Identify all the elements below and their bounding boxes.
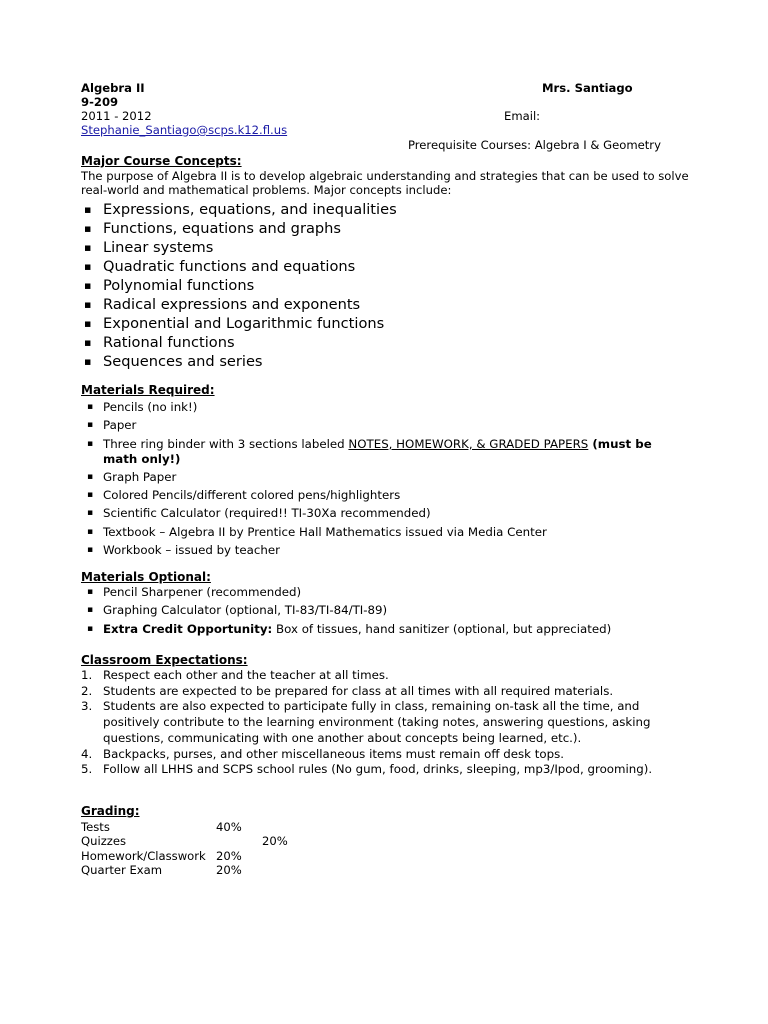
item-text: Students are expected to be prepared for class at all times with all required materials. <box>103 683 614 698</box>
binder-note: (must be math only!) <box>103 436 652 466</box>
list-item: ▪ Pencil Sharpener (recommended) <box>81 585 691 600</box>
list-item: ▪ Quadratic functions and equations <box>81 257 691 276</box>
materials-optional-heading: Materials Optional: <box>81 570 211 584</box>
materials-required-list <box>81 400 691 558</box>
list-item: ▪ Radical expressions and exponents <box>81 295 691 314</box>
list-item: ▪ Polynomial functions <box>81 276 691 295</box>
list-item-extra-credit <box>81 622 691 637</box>
prerequisite-courses: Prerequisite Courses: Algebra I & Geometry <box>408 138 661 152</box>
grading-heading: Grading: <box>81 804 140 818</box>
grade-label-homework: Homework/Classwork <box>81 849 206 863</box>
item-number: 1. <box>81 668 93 682</box>
room-number: 9-209 <box>81 95 119 109</box>
school-year: 2011 - 2012 <box>81 109 152 123</box>
concepts-section <box>81 154 691 371</box>
list-item: ▪ Exponential and Logarithmic functions <box>81 314 691 333</box>
concepts-heading: Major Course Concepts: <box>81 154 242 168</box>
teacher-email-link[interactable]: Stephanie_Santiago@scps.k12.fl.us <box>81 123 288 137</box>
materials-required-heading: Materials Required: <box>81 383 215 397</box>
list-item: ▪ Pencils (no ink!) <box>81 400 691 415</box>
list-item <box>81 699 687 746</box>
item-text: Follow all LHHS and SCPS school rules (No gum, food, drinks, sleeping, mp3/Ipod, grooming). <box>103 762 653 777</box>
item-number: 4. <box>81 746 93 761</box>
teacher-name: Mrs. Santiago <box>542 81 633 95</box>
item-number: 3. <box>81 699 93 714</box>
concepts-list <box>81 200 691 371</box>
grade-value-homework: 20% <box>216 849 242 863</box>
item-number: 2. <box>81 683 93 698</box>
binder-sections: NOTES, HOMEWORK, & GRADED PAPERS <box>348 436 589 451</box>
list-item: ▪ Expressions, equations, and inequalities <box>81 200 691 219</box>
grade-value-tests: 40% <box>216 820 242 834</box>
grade-label-quarter-exam: Quarter Exam <box>81 863 163 877</box>
list-item: ▪ Textbook – Algebra II by Prentice Hall Mathematics issued via Media Center <box>81 525 691 540</box>
item-number: 5. <box>81 762 93 777</box>
list-item-binder <box>81 437 678 467</box>
grade-value-quarter-exam: 20% <box>216 863 242 877</box>
list-item: ▪ Graphing Calculator (optional, TI-83/TI-84/TI-89) <box>81 603 691 618</box>
concepts-intro: The purpose of Algebra II is to develop algebraic understanding and strategies that can be used to solve real-world and mathematical problems. Major concepts include: <box>81 169 689 197</box>
extra-credit-label: Extra Credit Opportunity: <box>103 621 273 636</box>
materials-optional-list <box>81 585 691 637</box>
list-item: ▪ Scientific Calculator (required!! TI-30Xa recommended) <box>81 506 691 521</box>
course-title: Algebra II <box>81 81 145 95</box>
expectations-section <box>81 653 691 778</box>
list-item: ▪ Colored Pencils/different colored pens/highlighters <box>81 488 691 503</box>
grade-value-quizzes: 20% <box>262 834 288 848</box>
grade-label-quizzes: Quizzes <box>81 834 127 848</box>
list-item <box>81 668 687 684</box>
item-text: Students are also expected to participate fully in class, remaining on-task all the time, and positively contribute to the learning environment (taking notes, answering questions, asking questions, communicating with one another about concepts being learned, etc.). <box>103 699 651 745</box>
item-text: Respect each other and the teacher at all times. <box>103 668 389 682</box>
list-item <box>81 747 687 763</box>
list-item: ▪ Linear systems <box>81 238 691 257</box>
list-item: ▪ Paper <box>81 418 691 433</box>
email-label: Email: <box>504 109 541 123</box>
list-item: ▪ Rational functions <box>81 333 691 352</box>
list-item: ▪ Workbook – issued by teacher <box>81 543 691 558</box>
expectations-list <box>81 668 687 778</box>
list-item: ▪ Sequences and series <box>81 352 691 371</box>
list-item <box>81 684 687 700</box>
materials-optional-section <box>81 570 691 640</box>
list-item: ▪ Functions, equations and graphs <box>81 219 691 238</box>
materials-required-section <box>81 383 691 561</box>
item-text: Backpacks, purses, and other miscellaneous items must remain off desk tops. <box>103 746 564 761</box>
binder-text: Three ring binder with 3 sections labeled <box>103 436 349 451</box>
extra-credit-text: Box of tissues, hand sanitizer (optional, but appreciated) <box>272 621 612 636</box>
list-item: ▪ Graph Paper <box>81 470 691 485</box>
expectations-heading: Classroom Expectations: <box>81 653 248 667</box>
list-item <box>81 762 687 778</box>
grade-label-tests: Tests <box>81 820 110 834</box>
